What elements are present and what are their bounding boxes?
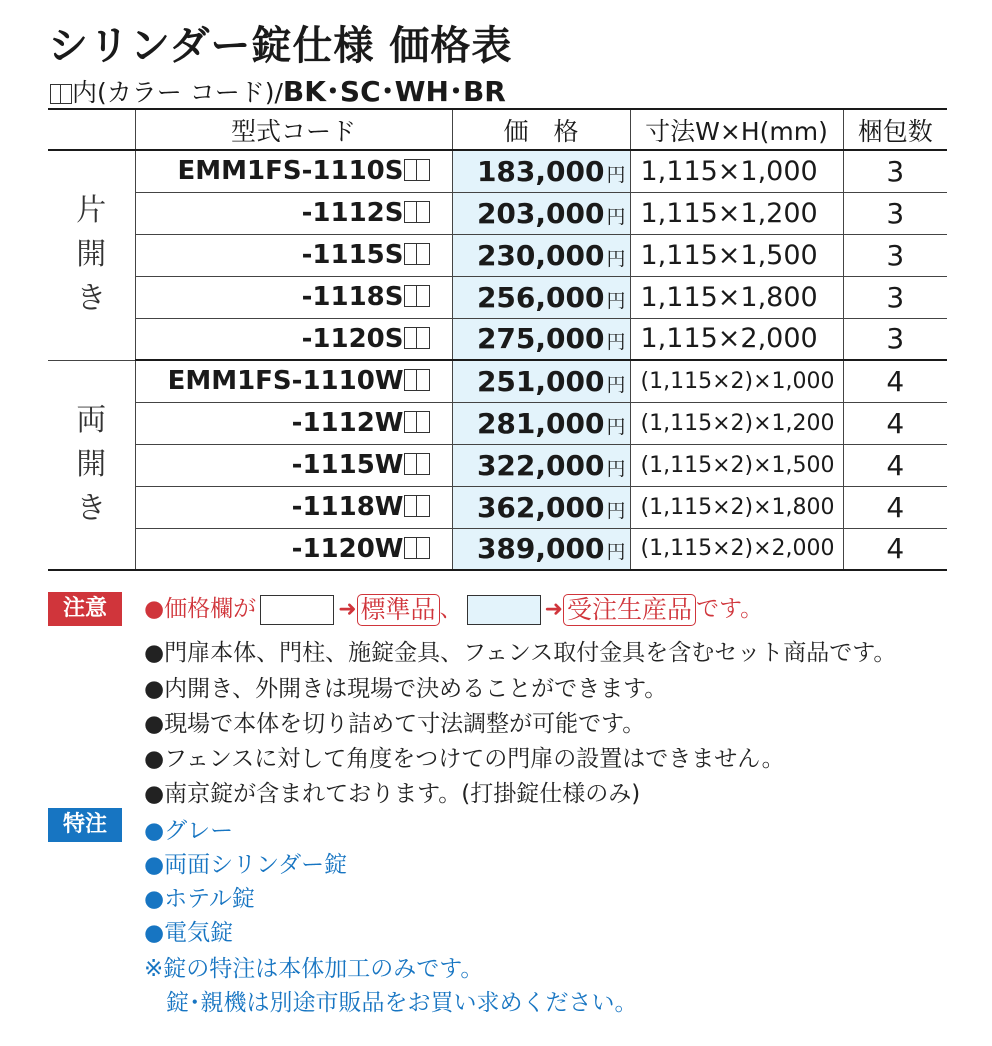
header-blank [48,109,135,150]
price-cell: 183,000 円 [452,150,630,192]
price-table [48,108,947,571]
size-cell: 1,115×2,000 [630,318,843,360]
legend-sep: 、 [439,596,463,622]
size-cell: (1,115×2)×1,000 [630,360,843,402]
price-cell: 230,000 円 [452,234,630,276]
placeholder-box [417,411,430,433]
placeholder-box [417,201,430,223]
special-footnote: ※錠の特注は本体加工のみです。 [144,956,484,982]
model-code: -1118W [135,486,452,528]
model-code: -1115W [135,444,452,486]
placeholder-box [417,369,430,391]
header-price: 価 格 [452,109,630,150]
special-order-badge: 特注 [48,808,122,842]
caution-item: ●門扉本体、門柱、施錠金具、フェンス取付金具を含むセット商品です。 [144,640,897,666]
standard-label: 標準品 [357,594,440,626]
caution-item: ●南京錠が含まれております。(打掛錠仕様のみ) [144,781,641,807]
header-package-count: 梱包数 [843,109,947,150]
group-label-double: 両 開 き [48,360,135,570]
model-code: -1120W [135,528,452,570]
qty-cell: 3 [843,150,947,192]
price-cell: 322,000 円 [452,444,630,486]
size-cell: (1,115×2)×2,000 [630,528,843,570]
qty-cell: 3 [843,192,947,234]
placeholder-box [404,285,417,307]
placeholder-box [404,537,417,559]
placeholder-box [404,243,417,265]
model-code: -1118S [135,276,452,318]
table-row [48,486,947,528]
placeholder-box [61,84,72,104]
size-cell: (1,115×2)×1,500 [630,444,843,486]
placeholder-box [417,285,430,307]
qty-cell: 4 [843,402,947,444]
price-cell: 203,000 円 [452,192,630,234]
qty-cell: 4 [843,444,947,486]
placeholder-box [417,495,430,517]
color-code-legend [50,70,506,110]
table-row [48,234,947,276]
placeholder-box [404,453,417,475]
qty-cell: 3 [843,318,947,360]
model-code: -1120S [135,318,452,360]
placeholder-box [417,243,430,265]
price-cell: 389,000 円 [452,528,630,570]
placeholder-box [50,84,61,104]
model-code: EMM1FS-1110W [135,360,452,402]
special-item: ●グレー [144,818,234,844]
header-model-code: 型式コード [135,109,452,150]
price-legend [144,590,763,626]
model-code: -1115S [135,234,452,276]
qty-cell: 4 [843,486,947,528]
made-to-order-label: 受注生産品 [563,594,696,626]
price-cell: 362,000 円 [452,486,630,528]
size-cell: (1,115×2)×1,800 [630,486,843,528]
model-code: EMM1FS-1110S [135,150,452,192]
special-footnote: 錠･親機は別途市販品をお買い求めください。 [166,990,638,1016]
placeholder-box [417,453,430,475]
placeholder-box [404,369,417,391]
table-row [48,276,947,318]
caution-item: ●フェンスに対して角度をつけての門扉の設置はできません。 [144,746,785,772]
table-row [48,360,947,402]
page-title: シリンダー錠仕様 価格表 [48,23,513,69]
placeholder-box [417,537,430,559]
price-cell: 281,000 円 [452,402,630,444]
caution-item: ●内開き、外開きは現場で決めることができます。 [144,676,668,702]
table-row [48,444,947,486]
table-row [48,192,947,234]
legend-prefix: ●価格欄が [144,596,257,622]
price-cell: 256,000 円 [452,276,630,318]
caution-item: ●現場で本体を切り詰めて寸法調整が可能です。 [144,711,646,737]
special-item: ●ホテル錠 [144,886,255,912]
group-label-single: 片 開 き [48,150,135,360]
arrow-right-icon: ➜ [338,597,357,622]
qty-cell: 3 [843,234,947,276]
qty-cell: 4 [843,360,947,402]
special-item: ●両面シリンダー錠 [144,852,348,878]
legend-suffix: です。 [695,596,764,622]
price-cell: 251,000 円 [452,360,630,402]
size-cell: 1,115×1,500 [630,234,843,276]
placeholder-box [417,159,430,181]
table-row [48,150,947,192]
color-codes: BK･SC･WH･BR [282,75,506,108]
placeholder-box [404,159,417,181]
model-code: -1112W [135,402,452,444]
table-row [48,318,947,360]
qty-cell: 3 [843,276,947,318]
table-row [48,402,947,444]
special-item: ●電気錠 [144,920,234,946]
header-size: 寸法W×H(mm) [630,109,843,150]
placeholder-box [404,495,417,517]
caution-badge: 注意 [48,592,122,626]
price-cell: 275,000 円 [452,318,630,360]
size-cell: 1,115×1,200 [630,192,843,234]
placeholder-box [404,327,417,349]
qty-cell: 4 [843,528,947,570]
model-code: -1112S [135,192,452,234]
legend-box-white [260,595,334,625]
arrow-right-icon: ➜ [544,597,563,622]
size-cell: (1,115×2)×1,200 [630,402,843,444]
size-cell: 1,115×1,800 [630,276,843,318]
placeholder-box [404,201,417,223]
size-cell: 1,115×1,000 [630,150,843,192]
legend-box-blue [467,595,541,625]
table-row [48,528,947,570]
placeholder-box [404,411,417,433]
color-code-prefix: 内(カラー コード)/ [72,78,283,107]
placeholder-box [417,327,430,349]
table-header-row [48,109,947,150]
